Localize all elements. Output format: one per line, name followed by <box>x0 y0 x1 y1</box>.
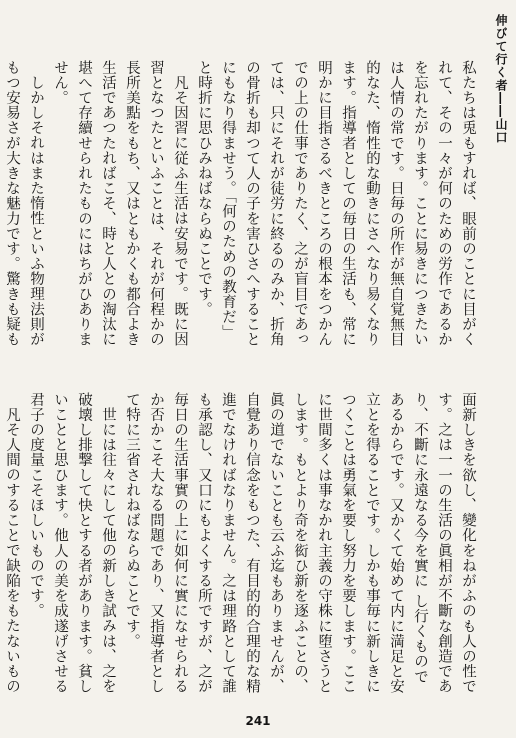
paragraph: 私たちは兎もすれば、眼前のことに目がくれて、その一々が何のための労作であるかを忘れたがります。ことに易きにつきたいは人情の常です。日毎の所作が無自覚無目的なた、惰性的な動きにさへなり易くなります。指導者としての毎日の生活も、常に明かに目指さるべきところの根本をつかんでの上の仕事でありたく、之が盲目であっては、只にそれが徒労に終るのみか、折角の骨折も却つて人の子を害ひさへすることにもなり得ませう。「何のための教育だ」と時折に思ひみねばならぬことです。 <box>196 60 476 347</box>
paragraph: 凡そ人間のすることで缺陥をもたないもの <box>4 406 20 694</box>
page-number: 241 <box>245 714 271 728</box>
paragraph: 面新しきを欲し、變化をねがふのも人の性です。之は一一の生活の眞相が不斷な創造であり、不斷に永遠なる今を實に し行くものであるからです。又かくて始めて内に満足と安立とを得ることです。しかも事毎に新しきにつくことは勇氣を要し努力を要します。ここに世間多くは事なかれ主義の守株に堕さうとします。もとより奇を衒ひ新を逐ふことの、眞の道でないことも云ふ迄もありませんが、自覺あり信念をもつた、有目的的合理的な精進でなければなりません。之は理路として誰も承認し、又口にもよくする所ですが、之が毎日の生活事實の上に如何に實になせられるか否かこそ大なる問題であり、又指導者として特に三省されねばならぬことです。 <box>124 392 476 694</box>
paragraph: 凡そ因習に従ふ生活は安易です。既に因習となつたといふことは、それが何程かの長所美點をもち、又はともかくも都合よき生活であつたればこそ、時と人との淘汰に堪へて存續せられたものにはちがひありません。 <box>52 60 188 347</box>
lower-text-block <box>4 392 480 696</box>
running-head: 伸びて行く者――山口 <box>494 14 508 144</box>
paragraph: しかしそれはまた惰性といふ物理法則がもつ安易さが大きな魅力です。驚きも疑も <box>4 60 44 347</box>
upper-text-block <box>4 60 480 348</box>
paragraph: 世には往々にして他の新しき試みは、之を破壊し排撃して快とする者があります。貧しいことと思ひます。他人の美を成遂げさせる君子の度量こそほしいものです。 <box>28 392 116 694</box>
